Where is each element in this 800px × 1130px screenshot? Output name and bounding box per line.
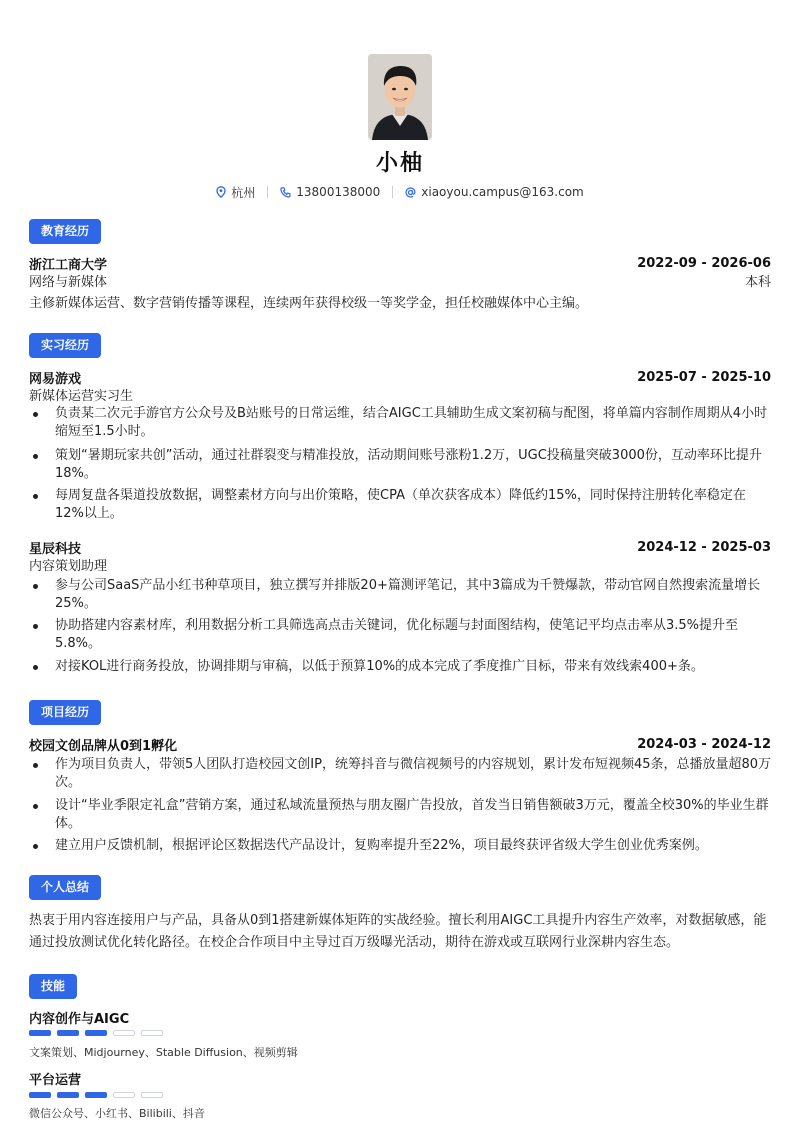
bullet-dot — [33, 454, 38, 459]
section-heading-projects: 项目经历 — [29, 700, 101, 725]
bullet-dot — [33, 665, 38, 670]
list-item: 协助搭建内容素材库，利用数据分析工具筛选高点击关键词，优化标题与封面图结构，使笔记平均点击率从3.5%提升至5.8%。 — [29, 617, 774, 653]
bullet-dot — [33, 844, 38, 849]
avatar — [368, 54, 432, 140]
bullet-dot — [33, 494, 38, 499]
list-item: 策划“暑期玩家共创”活动，通过社群裂变与精准投放，活动期间账号涨粉1.2万，UGC投稿量突破3000份，互动率环比提升18%。 — [29, 447, 774, 483]
location-pin-icon — [216, 186, 226, 198]
education-row — [29, 254, 771, 272]
bullet-dot — [33, 584, 38, 589]
list-item: 参与公司SaaS产品小红书种草项目，独立撰写并排版20+篇测评笔记，其中3篇成为千赞爆款，带动官网自然搜索流量增长25%。 — [29, 577, 774, 613]
list-item: 每周复盘各渠道投放数据，调整素材方向与出价策略，使CPA（单次获客成本）降低约15%，同时保持注册转化率稳定在12%以上。 — [29, 487, 774, 523]
bullet-dot — [33, 804, 38, 809]
job-role-row — [29, 385, 771, 403]
skill-segment-filled — [29, 1092, 51, 1098]
skill-segment-empty — [113, 1030, 135, 1036]
section-heading-internship: 实习经历 — [29, 333, 101, 358]
skill-title: 内容创作与AIGC — [29, 1012, 130, 1027]
bullet-dot — [33, 624, 38, 629]
skill-segment-filled — [57, 1092, 79, 1098]
skill-segment-filled — [57, 1030, 79, 1036]
skill-level-bar — [29, 1092, 163, 1098]
skill-segment-empty — [141, 1092, 163, 1098]
skill-level-bar — [29, 1030, 163, 1036]
major: 网络与新媒体 — [29, 274, 108, 290]
skill-title: 平台运营 — [29, 1073, 82, 1088]
education-subrow — [29, 271, 771, 289]
section-heading-education: 教育经历 — [29, 219, 101, 244]
city-text: 杭州 — [231, 185, 256, 200]
contact-phone — [280, 185, 380, 199]
skill-segment-filled — [85, 1092, 107, 1098]
job-row — [29, 368, 771, 386]
education-date: 2022-09 - 2026-06 — [637, 255, 771, 271]
skill-description: 文案策划、Midjourney、Stable Diffusion、视频剪辑 — [29, 1046, 298, 1059]
at-sign-icon — [405, 187, 416, 198]
skill-segment-filled — [29, 1030, 51, 1036]
skill-segment-empty — [141, 1030, 163, 1036]
job-role-row — [29, 555, 771, 573]
list-item: 作为项目负责人，带领5人团队打造校园文创IP，统筹抖音与微信视频号的内容规划，累计发布短视频45条，总播放量超80万次。 — [29, 756, 774, 792]
school-name: 浙江工商大学 — [29, 257, 108, 273]
section-heading-summary: 个人总结 — [29, 875, 101, 900]
phone-icon — [280, 187, 291, 198]
email-text: xiaoyou.campus@163.com — [421, 185, 584, 199]
contact-divider — [392, 186, 393, 198]
job-role: 内容策划助理 — [29, 558, 108, 574]
list-item: 对接KOL进行商务投放，协调排期与审稿，以低于预算10%的成本完成了季度推广目标，带来有效线索400+条。 — [29, 658, 774, 676]
job-row — [29, 538, 771, 556]
skill-segment-empty — [113, 1092, 135, 1098]
job-role: 新媒体运营实习生 — [29, 388, 134, 404]
bullet-dot — [33, 412, 38, 417]
summary-text: 热衷于用内容连接用户与产品，具备从0到1搭建新媒体矩阵的实战经验。擅长利用AIGC工具提升内容生产效率，对数据敏感，能通过投放测试优化转化路径。在校企合作项目中主导过百万级曝光活动，期待在游戏或互联网行业深耕内容生态。 — [29, 913, 767, 950]
contact-info — [0, 183, 800, 201]
contact-email[interactable] — [405, 185, 583, 199]
company-name: 星辰科技 — [29, 541, 82, 557]
project-date: 2024-03 - 2024-12 — [637, 736, 771, 752]
list-item: 负责某二次元手游官方公众号及B站账号的日常运维，结合AIGC工具辅助生成文案初稿与配图，将单篇内容制作周期从4小时缩短至1.5小时。 — [29, 405, 774, 441]
list-item: 建立用户反馈机制，根据评论区数据迭代产品设计，复购率提升至22%，项目最终获评省级大学生创业优秀案例。 — [29, 837, 774, 855]
candidate-name: 小柚 — [375, 151, 424, 176]
education-description: 主修新媒体运营、数字营销传播等课程，连续两年获得校级一等奖学金，担任校融媒体中心主编。 — [29, 296, 589, 311]
job-date: 2025-07 - 2025-10 — [637, 369, 771, 385]
contact-divider — [267, 186, 268, 198]
skill-description: 微信公众号、小红书、Bilibili、抖音 — [29, 1107, 205, 1120]
bullet-dot — [33, 763, 38, 768]
skill-segment-filled — [85, 1030, 107, 1036]
phone-text: 13800138000 — [296, 185, 381, 199]
contact-city — [216, 184, 255, 201]
section-heading-skills: 技能 — [29, 974, 77, 999]
project-name: 校园文创品牌从0到1孵化 — [29, 738, 178, 754]
degree: 本科 — [744, 274, 771, 290]
job-date: 2024-12 - 2025-03 — [637, 539, 771, 555]
company-name: 网易游戏 — [29, 371, 82, 387]
list-item: 设计“毕业季限定礼盒”营销方案，通过私域流量预热与朋友圈广告投放，首发当日销售额破3万元，覆盖全校30%的毕业生群体。 — [29, 797, 774, 833]
project-row — [29, 735, 771, 753]
